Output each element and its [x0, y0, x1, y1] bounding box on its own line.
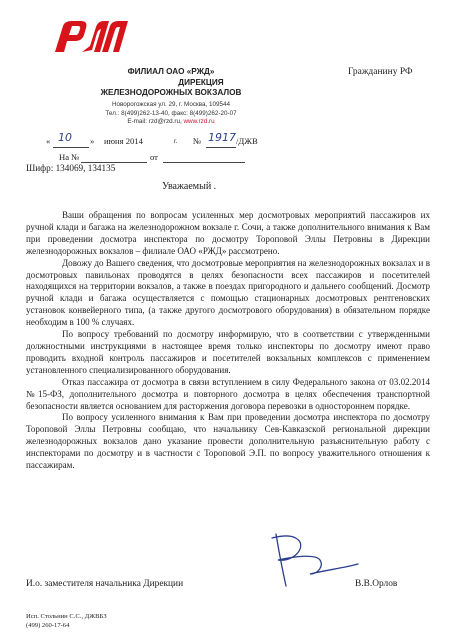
- paragraph-5: По вопросу усиленного внимания к Вам при проведении досмотра инспектора по досмотру Тороповой Эллы Петровны сообщаю, что начальнику Сев-Кавказской региональной дирекции железнодорожных вокзалов дано указание провести дополнительную разъяснительную работу с инспекторами по досмотру и в частности с Тороповой Э.П. по вопросу уважительного отношения к пассажирам.: [26, 412, 430, 471]
- email-label: E-mail:: [127, 118, 149, 126]
- rzd-logo: [52, 20, 130, 54]
- org-name-line3: ЖЕЛЕЗНОДОРОЖНЫХ ВОКЗАЛОВ: [100, 88, 242, 97]
- executor-phone: (499) 260-17-64: [26, 622, 70, 629]
- year-suffix: г.: [174, 138, 178, 145]
- org-address: Новорогожская ул. 29, г. Москва, 109544: [111, 101, 231, 108]
- handwritten-signature: [248, 530, 368, 588]
- number-label: №: [193, 136, 202, 146]
- incoming-number-field: [81, 152, 147, 163]
- recipient: Гражданину РФ: [348, 67, 413, 77]
- org-email-row: [66, 118, 276, 127]
- org-email[interactable]: rzd@rzd.ru,: [148, 118, 182, 126]
- signatory-position: И.о. заместителя начальника Дирекции: [26, 579, 184, 589]
- org-phones: Тел.: 8(499)262-13-40, факс: 8(499)262-20-07: [105, 109, 237, 117]
- executor-name: Исп. Стольнин С.С., ДЖВБЗ: [26, 613, 107, 620]
- date-month-year: июня 2014: [104, 136, 143, 146]
- paragraph-2: Довожу до Вашего сведения, что досмотровые мероприятия на железнодорожных вокзалах и в досмотровых павильонах проводятся в целях безопасности всех пассажиров и посетителей находящихся на территории вокзалов, а также в поездах пригородного и дальнего сообщений. Досмотр ручной клади и багажа осуществляется с помощью стационарных досмотровых рентгеновских установок конвейерного типа, (а также другого досмотрового оборудования) в обязательном порядке необходим в 100 % случаях.: [26, 257, 430, 328]
- paragraph-1: Ваши обращения по вопросам усиленных мер досмотровых мероприятий пассажиров их ручной клади и багажа на железнодорожном вокзале г. Сочи, а также дополнительного внимания к Вам при проведении досмотра инспектора по досмотру Тороповой Эллы Петровны в Дирекции железнодорожных вокзалов – филиале ОАО «РЖД» рассмотрено.: [26, 210, 430, 256]
- paragraph-4: Отказ пассажира от досмотра в связи вступлением в силу Федерального закона от 03.02.2014 №15-ФЗ, дополнительного досмотра и повторного досмотра в целях обеспечения транспортной безопасности является основанием для расторжения договора перевозки в одностороннем порядке.: [26, 376, 430, 411]
- org-name-line2: ДИРЕКЦИЯ: [178, 77, 224, 87]
- date-quote-open: «: [46, 136, 51, 146]
- org-name-line1: ФИЛИАЛ ОАО «РЖД»: [127, 67, 215, 76]
- paragraph-3: По вопросу требований по досмотру информирую, что в соответствии с утвержденными должностными инструкциями в настоящее время только инспекторы по досмотру имеют право проводить входной контроль пассажиров и посетителей вокзальных комплексов с применением установленного специализированного оборудования.: [26, 329, 430, 375]
- outgoing-number: 1917: [208, 131, 236, 144]
- signatory-name: В.В.Орлов: [355, 579, 398, 589]
- outgoing-line: [46, 131, 276, 150]
- incoming-date-field: [163, 152, 245, 163]
- greeting: Уважаемый .: [162, 181, 217, 192]
- number-suffix: /ДЖВ: [236, 136, 258, 146]
- incoming-label: На №: [59, 152, 80, 162]
- org-website[interactable]: www.rzd.ru: [183, 118, 215, 126]
- letter-body: [26, 210, 430, 472]
- date-quote-close: »: [90, 136, 95, 146]
- executor-block: [26, 612, 107, 630]
- date-day: 10: [58, 131, 72, 144]
- incoming-from-label: от: [150, 152, 158, 162]
- cipher: Шифр: 134069, 134135: [26, 163, 116, 173]
